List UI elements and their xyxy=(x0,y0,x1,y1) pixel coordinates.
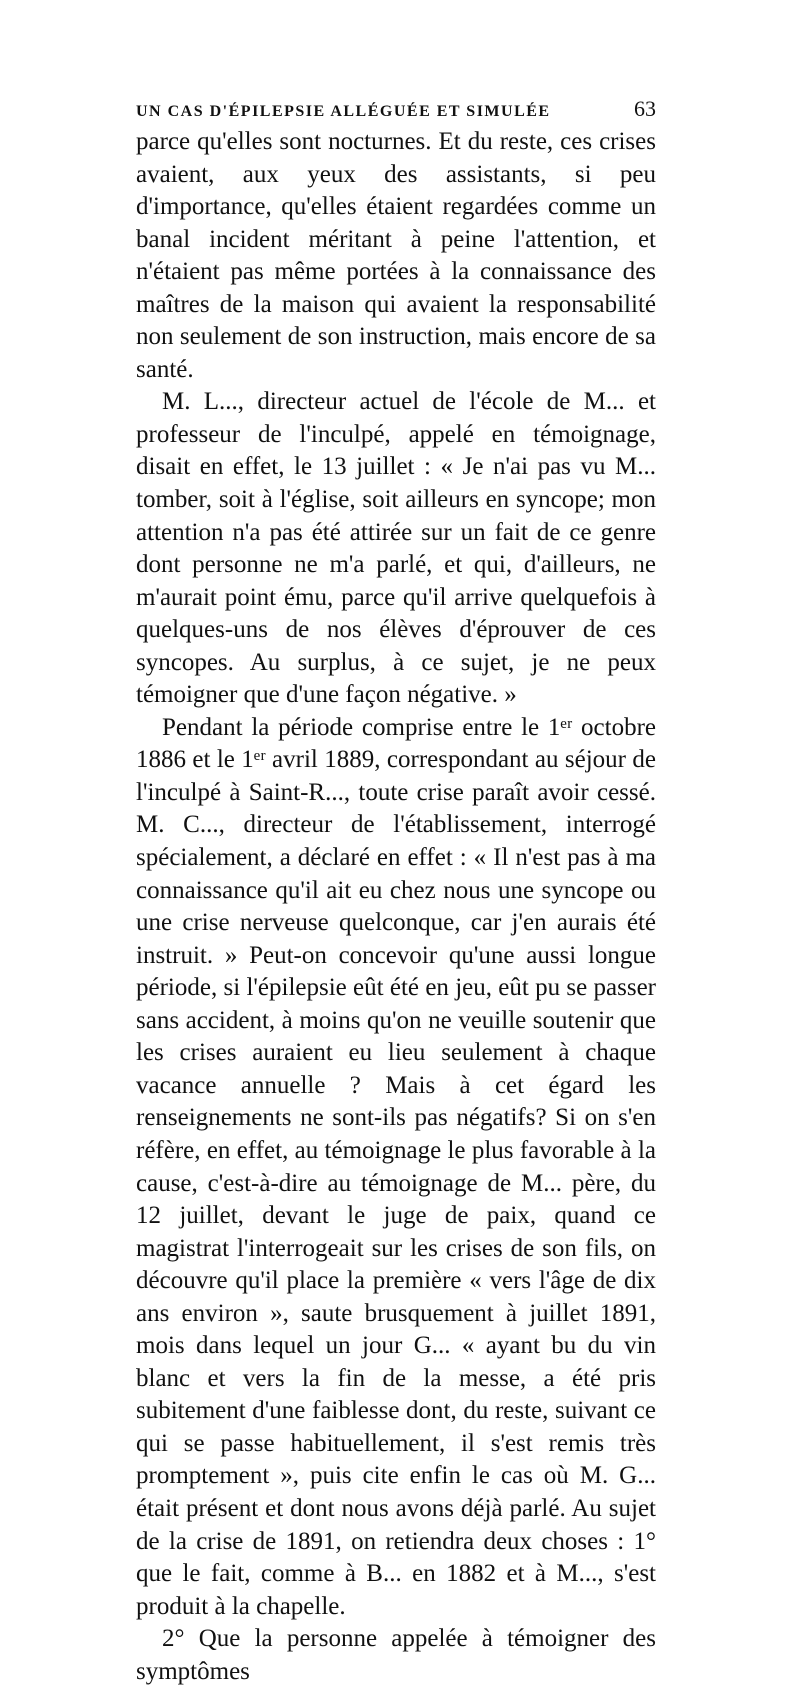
body-text xyxy=(136,126,656,1688)
running-header xyxy=(136,96,656,122)
paragraph: M. L..., directeur actuel de l'école de M... et professeur de l'inculpé, appelé en témoignage, disait en effet, le 13 juillet : « Je n'ai pas vu M... tomber, soit à l'église, soit ailleurs en syncope; mon attention n'a pas été attirée sur un fait de ce genre dont personne ne m'a parlé, et qui, d'ailleurs, ne m'aurait point ému, parce qu'il arrive quelquefois à quelques-uns de nos élèves d'éprouver de ces syncopes. Au surplus, à ce sujet, je ne peux témoigner que d'une façon négative. » xyxy=(136,388,656,709)
paragraph: Pendant la période comprise entre le 1ᵉʳ octobre 1886 et le 1ᵉʳ avril 1889, correspondant au séjour de l'inculpé à Saint-R..., toute crise paraît avoir cessé. M. C..., directeur de l'établissement, interrogé spécialement, a déclaré en effet : « Il n'est pas à ma connaissance qu'il ait eu chez nous une syncope ou une crise nerveuse quelconque, car j'en aurais été instruit. » Peut-on concevoir qu'une aussi longue période, si l'épilepsie eût été en jeu, eût pu se passer sans accident, à moins qu'on ne veuille soutenir que les crises auraient eu lieu seulement à chaque vacance annuelle ? Mais à cet égard les renseignements ne sont-ils pas négatifs? Si on s'en réfère, en effet, au témoignage le plus favorable à la cause, c'est-à-dire au témoignage de M... père, du 12 juillet, devant le juge de paix, quand ce magistrat l'interrogeait sur les crises de son fils, on découvre qu'il place la première « vers l'âge de dix ans environ », saute brusquement à juillet 1891, mois dans lequel un jour G... « ayant bu du vin blanc et vers la fin de la messe, a été pris subitement d'une faiblesse dont, du reste, suivant ce qui se passe habituellement, il s'est remis très promptement », puis cite enfin le cas où M. G... était présent et dont nous avons déjà parlé. Au sujet de la crise de 1891, on retiendra deux choses : 1° que le fait, comme à B... en 1882 et à M..., s'est produit à la chapelle. xyxy=(136,713,656,1620)
paragraph: 2° Que la personne appelée à témoigner des symptômes xyxy=(136,1625,656,1685)
page-number: 63 xyxy=(634,96,656,121)
paragraph: parce qu'elles sont nocturnes. Et du reste, ces crises avaient, aux yeux des assistants, si peu d'importance, qu'elles étaient regardées comme un banal incident méritant à peine l'attention, et n'étaient pas même portées à la connaissance des maîtres de la maison qui avaient la responsabilité non seulement de son instruction, mais encore de sa santé. xyxy=(136,128,656,383)
running-title: UN CAS D'ÉPILEPSIE ALLÉGUÉE ET SIMULÉE xyxy=(136,103,551,120)
